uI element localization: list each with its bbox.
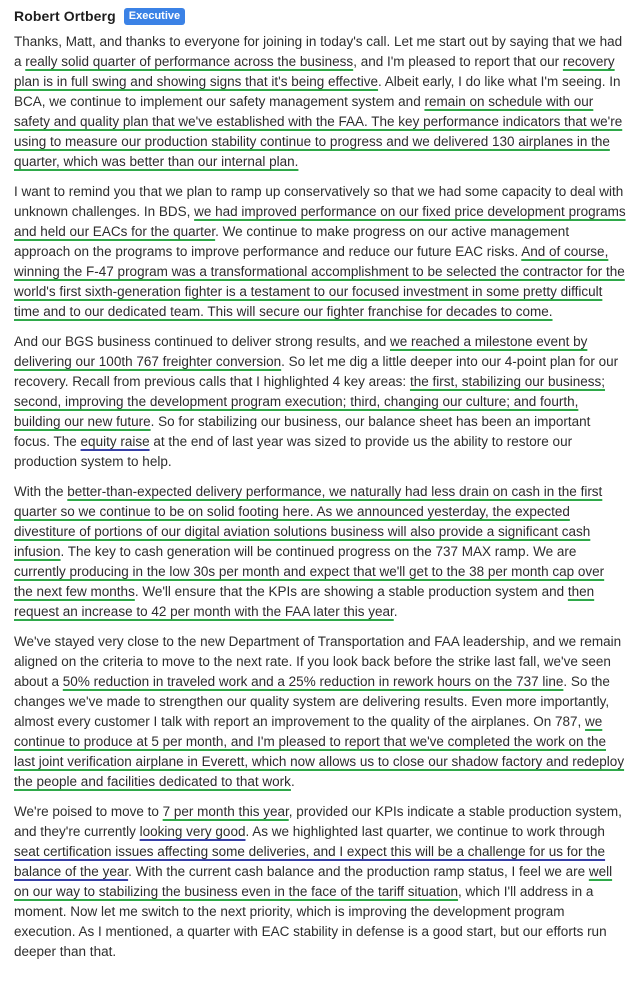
text-segment: . [393, 604, 398, 619]
highlight-green[interactable]: well on our way to stabilizing the business even in the face of the tariff situation [14, 864, 613, 899]
highlight-blue[interactable]: seat certification issues affecting some deliveries, and I expect this will be a challenge for us for the balance of the year [14, 844, 606, 879]
text-segment: . So the changes we've made to strengthen our quality system are delivering results. Even more importantly, almost every customer I talk with report an improvement to the quality of the airplanes. On 787, [14, 674, 610, 729]
highlight-green[interactable]: we had improved performance on our fixed price development programs and held our EACs for the quarter [14, 204, 626, 239]
speaker-name: Robert Ortberg [14, 8, 116, 24]
text-segment: And our BGS business continued to deliver strong results, and [14, 334, 390, 349]
transcript-paragraph [14, 482, 626, 622]
text-segment: at the end of last year was sized to provide us the ability to restore our production system to help. [14, 434, 573, 469]
text-segment: . With the current cash balance and the production ramp status, I feel we are [128, 864, 589, 879]
text-segment: . We continue to make progress on our active management approach on the programs to improve performance and reduce our future EAC risks. [14, 224, 570, 259]
highlight-green[interactable]: then request an increase to 42 per month with the FAA later this year [14, 584, 595, 619]
highlight-green[interactable]: 7 per month this year [162, 804, 289, 819]
text-segment: . The key to cash generation will be continued progress on the 737 MAX ramp. We are [60, 544, 577, 559]
highlight-green[interactable]: better-than-expected delivery performance, we naturally had less drain on cash in the first quarter so we continue to be on solid footing here. As we announced yesterday, the expected divestiture of portions of our digital aviation solutions business will also provide a significant cash infusion [14, 484, 603, 559]
text-segment: We've stayed very close to the new Department of Transportation and FAA leadership, and we remain aligned on the criteria to move to the next rate. If you look back before the strike last fall, we've seen about a [14, 634, 622, 689]
transcript-paragraph [14, 32, 626, 172]
highlight-blue[interactable]: equity raise [80, 434, 150, 449]
text-segment: . We'll ensure that the KPIs are showing a stable production system and [134, 584, 568, 599]
speaker-header [14, 6, 626, 26]
text-segment: , provided our KPIs indicate a stable production system, and they're currently [14, 804, 622, 839]
text-segment: We're poised to move to [14, 804, 163, 819]
transcript-paragraph [14, 182, 626, 322]
text-segment: , which I'll address in a moment. Now let me switch to the next priority, which is improving the development program execution. As I mentioned, a quarter with EAC stability in defense is a good start, but our efforts run deeper than that. [14, 884, 607, 959]
text-segment: With the [14, 484, 68, 499]
text-segment: . So for stabilizing our business, our balance sheet has been an important focus. The [14, 414, 591, 449]
highlight-green[interactable]: we reached a milestone event by delivering our 100th 767 freighter conversion [14, 334, 588, 369]
transcript-paragraph [14, 632, 626, 792]
highlight-green[interactable]: remain on schedule with our safety and quality plan that we've established with the FAA. The key performance indicators that we're using to measure our production stability continue to progress and we delivered 130 airplanes in the quarter, which was better than our internal plan. [14, 94, 623, 169]
text-segment: . [290, 774, 295, 789]
highlight-green[interactable]: the first, stabilizing our business; second, improving the development program execution; third, changing our culture; and fourth, building our new future [14, 374, 606, 429]
role-badge: Executive [124, 8, 185, 25]
text-segment: Thanks, Matt, and thanks to everyone for joining in today's call. Let me start out by saying that we had a [14, 34, 623, 69]
transcript-paragraph [14, 332, 626, 472]
text-segment: . So let me dig a little deeper into our 4-point plan for our recovery. Recall from previous calls that I highlighted 4 key areas: [14, 354, 619, 389]
highlight-green[interactable]: And of course, winning the F-47 program was a transformational accomplishment to be selected the contractor for the world's first sixth-generation fighter is a testament to our focused investment in some pretty difficult time and to our dedicated team. This will secure our fighter franchise for decades to come. [14, 244, 625, 319]
text-segment: I want to remind you that we plan to ramp up conservatively so that we had some capacity to deal with unknown challenges. In BDS, [14, 184, 624, 219]
highlight-green[interactable]: we continue to produce at 5 per month, and I'm pleased to report that we've completed the work on the last joint verification airplane in Everett, which now allows us to close our shadow factory and redeploy the people and facilities dedicated to that work [14, 714, 625, 789]
text-segment: , and I'm pleased to report that our [353, 54, 563, 69]
transcript-paragraph [14, 802, 626, 962]
highlight-green[interactable]: recovery plan is in full swing and showing signs that it's being effective [14, 54, 615, 89]
highlight-blue[interactable]: looking very good [139, 824, 246, 839]
highlight-green[interactable]: really solid quarter of performance across the business [25, 54, 354, 69]
highlight-green[interactable]: 50% reduction in traveled work and a 25% reduction in rework hours on the 737 line [62, 674, 564, 689]
text-segment: . Albeit early, I do like what I'm seeing. In BCA, we continue to implement our safety management system and [14, 74, 621, 109]
text-segment: . As we highlighted last quarter, we continue to work through [245, 824, 605, 839]
transcript-body [14, 32, 626, 962]
highlight-green[interactable]: currently producing in the low 30s per month and expect that we'll get to the 38 per month cap over the next few months [14, 564, 605, 599]
